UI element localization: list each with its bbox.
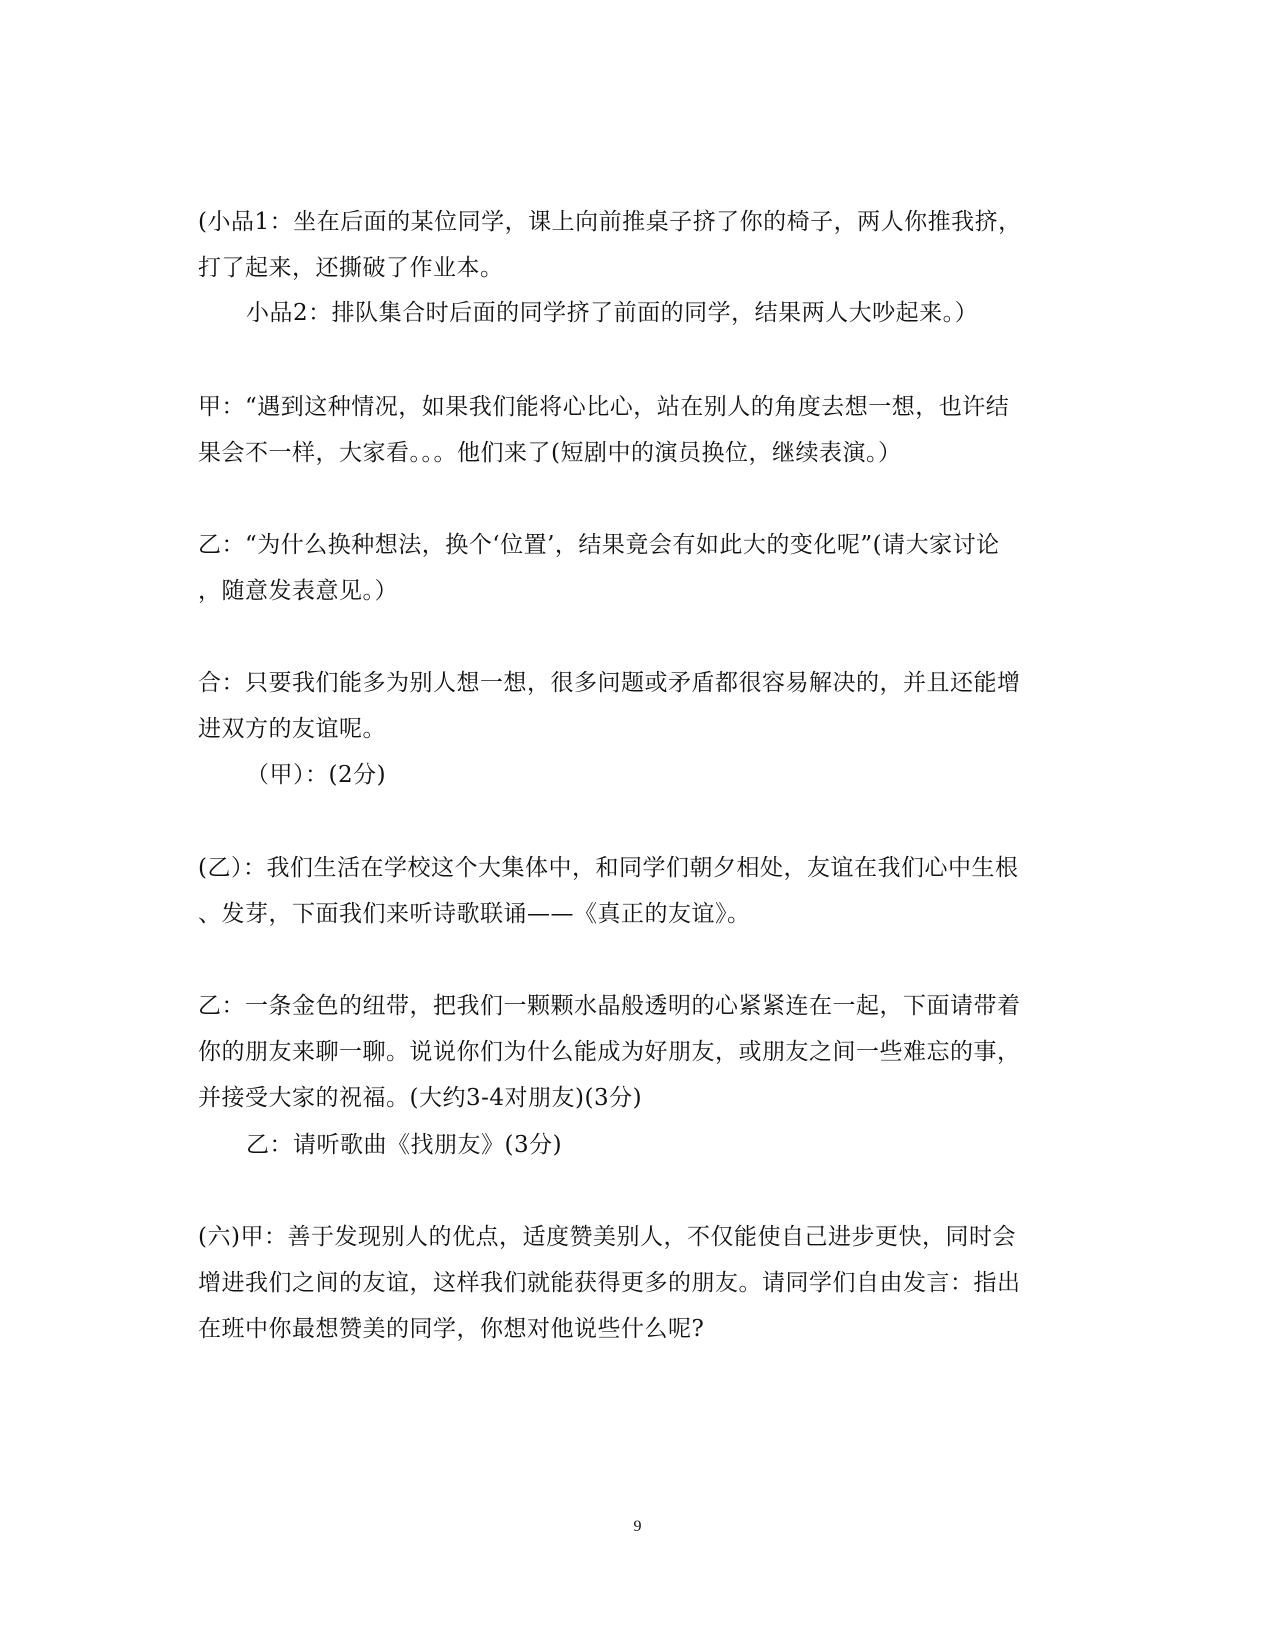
text-line: 乙：“为什么换种想法，换个‘位置’，结果竟会有如此大的变化呢”(请大家讨论 (198, 532, 1000, 558)
text-line: 、发芽，下面我们来听诗歌联诵——《真正的友谊》。 (198, 901, 751, 927)
text-line: 合：只要我们能多为别人想一想，很多问题或矛盾都很容易解决的，并且还能增 (198, 670, 1021, 696)
text-line: 打了起来，还撕破了作业本。 (198, 255, 504, 281)
text-line: ，随意发表意见。） (198, 578, 398, 604)
text-line: 在班中你最想赞美的同学，你想对他说些什么呢? (198, 1316, 705, 1342)
text-line: 乙：一条金色的纽带，把我们一颗颗水晶般透明的心紧紧连在一起，下面请带着 (198, 993, 1021, 1019)
text-line: 并接受大家的祝福。(大约3-4对朋友)(3分) (198, 1085, 643, 1111)
text-line: 你的朋友来聊一聊。说说你们为什么能成为好朋友，或朋友之间一些难忘的事， (198, 1039, 1021, 1065)
text-line: (乙）：我们生活在学校这个大集体中，和同学们朝夕相处，友谊在我们心中生根 (198, 855, 1019, 881)
text-line: 甲：“遇到这种情况，如果我们能将心比心，站在别人的角度去想一想，也许结 (198, 394, 1010, 420)
text-line: 乙：请听歌曲《找朋友》(3分) (246, 1132, 563, 1158)
text-line: (六)甲：善于发现别人的优点，适度赞美别人，不仅能使自己进步更快，同时会 (198, 1224, 1016, 1250)
text-line: 进双方的友谊呢。 (198, 716, 386, 742)
text-line: 果会不一样，大家看。。。他们来了(短剧中的演员换位，继续表演。） (198, 440, 902, 466)
text-line: 小品2：排队集合时后面的同学挤了前面的同学，结果两人大吵起来。） (246, 300, 979, 326)
text-line: (小品1：坐在后面的某位同学，课上向前推桌子挤了你的椅子，两人你推我挤， (198, 209, 1022, 235)
text-line: （甲）：(2分) (246, 762, 387, 788)
text-line: 增进我们之间的友谊，这样我们就能获得更多的朋友。请同学们自由发言：指出 (198, 1270, 1021, 1296)
page-number: 9 (633, 1518, 642, 1535)
